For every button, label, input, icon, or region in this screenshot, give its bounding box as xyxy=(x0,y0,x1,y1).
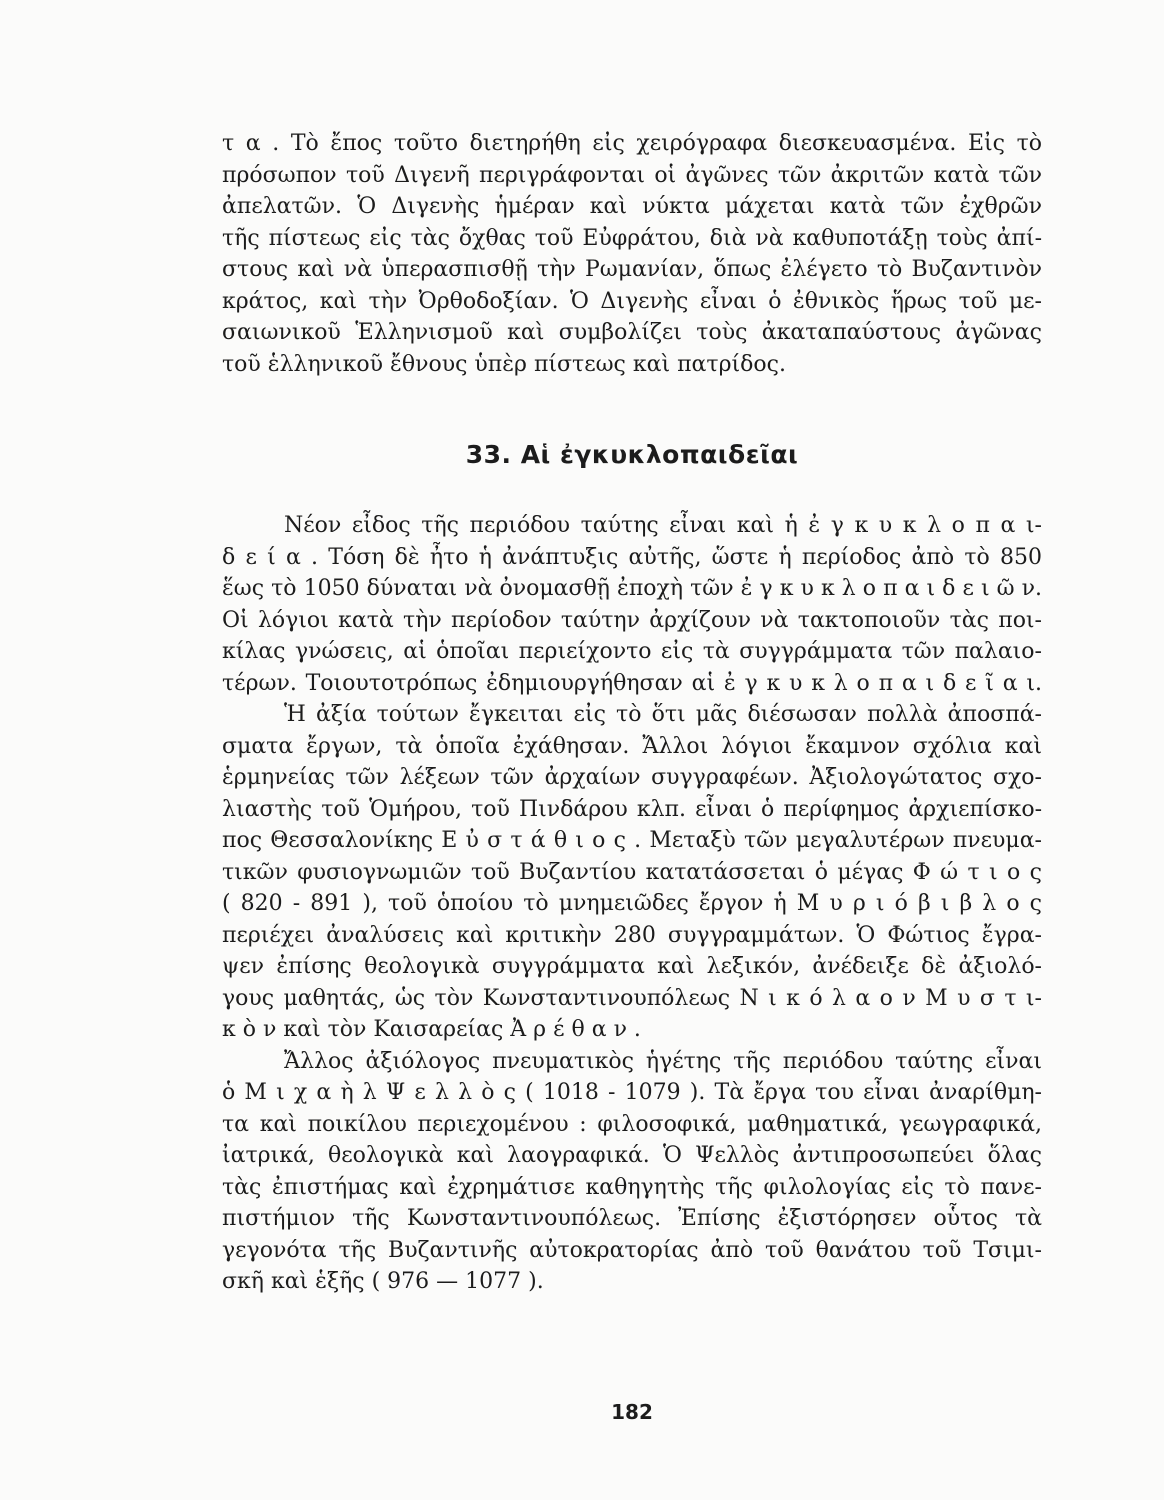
text-line: δ ε ί α . Τόση δὲ ἦτο ἡ ἀνάπτυξις αὐτῆς, ὥστε ἡ περίοδος ἀπὸ τὸ 850 xyxy=(222,544,1042,570)
text-line: τικῶν φυσιογνωμιῶν τοῦ Βυζαντίου κατατάσσεται ὁ μέγας Φ ώ τ ι ο ς xyxy=(222,859,1042,885)
text-line: σαιωνικοῦ Ἑλληνισμοῦ καὶ συμβολίζει τοὺς ἀκαταπαύστους ἀγῶνας xyxy=(222,320,1042,345)
text-line: στους καὶ νὰ ὑπερασπισθῇ τὴν Ρωμανίαν, ὅπως ἐλέγετο τὸ Βυζαντινὸν xyxy=(222,257,1042,282)
text-line: ἀπελατῶν. Ὁ Διγενὴς ἡμέραν καὶ νύκτα μάχεται κατὰ τῶν ἐχθρῶν xyxy=(222,194,1042,219)
text-line: Ἄλλος ἀξιόλογος πνευματικὸς ἡγέτης τῆς περιόδου ταύτης εἶναι xyxy=(284,1048,1042,1074)
text-line: γους μαθητάς, ὡς τὸν Κωνσταντινουπόλεως Ν ι κ ό λ α ο ν Μ υ σ τ ι- xyxy=(222,985,1042,1011)
text-line: πος Θεσσαλονίκης Ε ὐ σ τ ά θ ι ο ς . Μεταξὺ τῶν μεγαλυτέρων πνευμα- xyxy=(222,828,1042,853)
text-line: περιέχει ἀναλύσεις καὶ κριτικὴν 280 συγγραμμάτων. Ὁ Φώτιος ἔγρα- xyxy=(222,922,1042,948)
text-line: τ α . Τὸ ἔπος τοῦτο διετηρήθη εἰς χειρόγραφα διεσκευασμένα. Εἰς τὸ xyxy=(222,131,1042,156)
text-line: γεγονότα τῆς Βυζαντινῆς αὐτοκρατορίας ἀπὸ τοῦ θανάτου τοῦ Τσιμι- xyxy=(222,1237,1042,1263)
text-line: ἰατρικά, θεολογικὰ καὶ λαογραφικά. Ὁ Ψελλὸς ἀντιπροσωπεύει ὅλας xyxy=(222,1143,1042,1168)
text-line: τοῦ ἑλληνικοῦ ἔθνους ὑπὲρ πίστεως καὶ πατρίδος. xyxy=(222,351,786,377)
page-number: 182 xyxy=(611,1400,653,1424)
text-line: ὁ Μ ι χ α ὴ λ Ψ ε λ λ ὸ ς ( 1018 - 1079 ). Τὰ ἔργα του εἶναι ἀναρίθμη- xyxy=(222,1080,1042,1105)
text-line: ψεν ἐπίσης θεολογικὰ συγγράμματα καὶ λεξικόν, ἀνέδειξε δὲ ἀξιολό- xyxy=(222,954,1042,979)
text-line: ἕως τὸ 1050 δύναται νὰ ὀνομασθῇ ἐποχὴ τῶν ἐ γ κ υ κ λ ο π α ι δ ε ι ῶ ν. xyxy=(222,576,1042,601)
text-line: τῆς πίστεως εἰς τὰς ὄχθας τοῦ Εὐφράτου, διὰ νὰ καθυποτάξῃ τοὺς ἀπί- xyxy=(222,225,1042,251)
text-line: ( 820 - 891 ), τοῦ ὁποίου τὸ μνημειῶδες ἔργον ἡ Μ υ ρ ι ό β ι β λ ο ς xyxy=(222,891,1042,916)
text-line: κίλας γνώσεις, αἱ ὁποῖαι περιείχοντο εἰς τὰ συγγράμματα τῶν παλαιο- xyxy=(222,639,1042,664)
text-line: τα καὶ ποικίλου περιεχομένου : φιλοσοφικά, μαθηματικά, γεωγραφικά, xyxy=(222,1111,1042,1137)
text-line: σκῆ καὶ ἑξῆς ( 976 — 1077 ). xyxy=(222,1269,544,1294)
paragraph-encyclopedias xyxy=(222,510,1042,1298)
text-line: τὰς ἐπιστήμας καὶ ἐχρημάτισε καθηγητὴς τῆς φιλολογίας εἰς τὸ πανε- xyxy=(222,1174,1042,1200)
text-line: Ἡ ἀξία τούτων ἔγκειται εἰς τὸ ὅτι μᾶς διέσωσαν πολλὰ ἀποσπά- xyxy=(284,702,1042,727)
text-line: κ ὸ ν καὶ τὸν Καισαρείας Ἀ ρ έ θ α ν . xyxy=(222,1017,641,1042)
text-line: λιαστὴς τοῦ Ὁμήρου, τοῦ Πινδάρου κλπ. εἶναι ὁ περίφημος ἀρχιεπίσκο- xyxy=(222,796,1042,822)
text-line: κράτος, καὶ τὴν Ὀρθοδοξίαν. Ὁ Διγενὴς εἶναι ὁ ἐθνικὸς ἥρως τοῦ με- xyxy=(222,288,1042,314)
text-line: Οἱ λόγιοι κατὰ τὴν περίοδον ταύτην ἀρχίζουν νὰ τακτοποιοῦν τὰς ποι- xyxy=(222,607,1042,633)
text-line: τέρων. Τοιουτοτρόπως ἐδημιουργήθησαν αἱ ἐ γ κ υ κ λ ο π α ι δ ε ῖ α ι. xyxy=(222,670,1042,696)
paragraph-digenis xyxy=(222,128,1042,380)
text-line: Νέον εἶδος τῆς περιόδου ταύτης εἶναι καὶ ἡ ἐ γ κ υ κ λ ο π α ι- xyxy=(284,513,1042,538)
text-line: ἑρμηνείας τῶν λέξεων τῶν ἀρχαίων συγγραφέων. Ἀξιολογώτατος σχο- xyxy=(222,765,1042,790)
text-line: πιστήμιον τῆς Κωνσταντινουπόλεως. Ἐπίσης ἐξιστόρησεν οὗτος τὰ xyxy=(222,1206,1042,1231)
section-heading: 33. Αἱ ἐγκυκλοπαιδεῖαι xyxy=(465,440,799,469)
text-line: σματα ἔργων, τὰ ὁποῖα ἐχάθησαν. Ἄλλοι λόγιοι ἔκαμνον σχόλια καὶ xyxy=(222,733,1042,759)
text-line: πρόσωπον τοῦ Διγενῆ περιγράφονται οἱ ἀγῶνες τῶν ἀκριτῶν κατὰ τῶν xyxy=(222,162,1042,188)
